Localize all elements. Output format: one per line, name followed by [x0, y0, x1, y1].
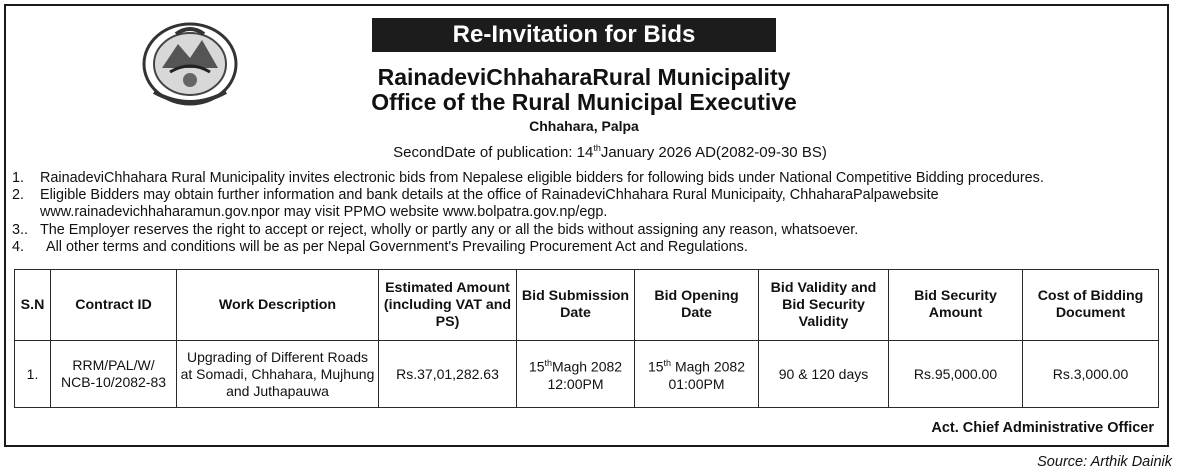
notice-points	[12, 170, 1162, 256]
organization-name: RainadeviChhaharaRural Municipality	[377, 64, 791, 90]
cell-opening-date: 15th Magh 2082 01:00PM	[635, 341, 759, 408]
table-row	[15, 341, 1159, 408]
office-name: Office of the Rural Municipal Executive	[371, 89, 797, 115]
cell-security-amount: Rs.95,000.00	[889, 341, 1023, 408]
cell-sn: 1.	[15, 341, 51, 408]
bids-table	[14, 269, 1159, 408]
col-header-work-description: Work Description	[177, 270, 379, 341]
table-header-row	[15, 270, 1159, 341]
cell-validity: 90 & 120 days	[759, 341, 889, 408]
cell-work-description: Upgrading of Different Roads at Somadi, Chhahara, Mujhung and Juthapauwa	[177, 341, 379, 408]
list-item: 2. Eligible Bidders may obtain further information and bank details at the office of RainadeviChhahara Rural Municipaity, ChhaharaPalpawebsite www.rainadevichhaharamun.gov.npor may visit PPMO website www.bolpatra.gov.np/egp.	[12, 187, 939, 221]
notice-title: Re-Invitation for Bids	[372, 18, 776, 52]
nepal-emblem-icon	[140, 20, 240, 108]
col-header-submission-date: Bid Submission Date	[517, 270, 635, 341]
col-header-validity: Bid Validity and Bid Security Validity	[759, 270, 889, 341]
col-header-security-amount: Bid Security Amount	[889, 270, 1023, 341]
col-header-cost-document: Cost of Bidding Document	[1023, 270, 1159, 341]
cell-submission-date: 15thMagh 2082 12:00PM	[517, 341, 635, 408]
col-header-sn: S.N	[15, 270, 51, 341]
publication-date: SecondDate of publication: 14thJanuary 2026 AD(2082-09-30 BS)	[393, 143, 827, 161]
cell-estimated-amount: Rs.37,01,282.63	[379, 341, 517, 408]
col-header-contract-id: Contract ID	[51, 270, 177, 341]
source-credit: Source: Arthik Dainik	[1037, 454, 1172, 470]
cell-cost-document: Rs.3,000.00	[1023, 341, 1159, 408]
cell-contract-id: RRM/PAL/W/ NCB-10/2082-83	[51, 341, 177, 408]
list-item: 1. RainadeviChhahara Rural Municipality invites electronic bids from Nepalese eligible bidders for following bids under National Competitive Bidding procedures.	[12, 170, 1044, 186]
signatory-title: Act. Chief Administrative Officer	[931, 420, 1154, 436]
col-header-estimated-amount: Estimated Amount (including VAT and PS)	[379, 270, 517, 341]
office-location: Chhahara, Palpa	[529, 118, 639, 134]
col-header-opening-date: Bid Opening Date	[635, 270, 759, 341]
list-item: 4. All other terms and conditions will be as per Nepal Government's Prevailing Procurement Act and Regulations.	[12, 238, 748, 255]
list-item: 3.. The Employer reserves the right to accept or reject, wholly or partly any or all the bids without assigning any reason, whatsoever.	[12, 221, 859, 238]
